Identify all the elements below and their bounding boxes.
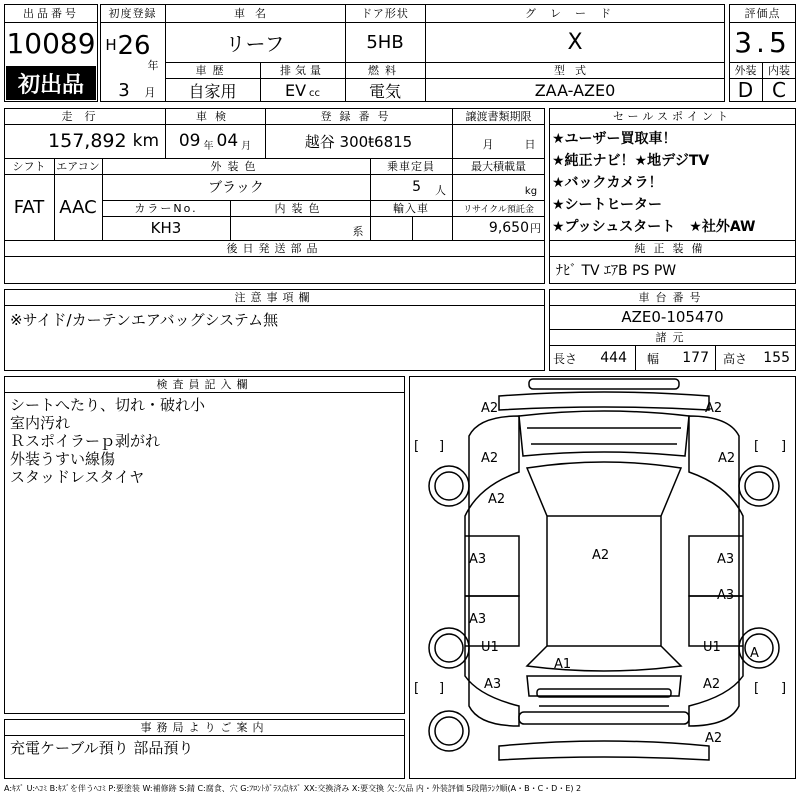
sales-point-3: ★バックカメラ！ xyxy=(552,175,663,191)
recycle-fee xyxy=(452,216,545,240)
shift: FAT xyxy=(13,196,45,218)
model-label: 型式 xyxy=(554,64,596,77)
deadline-day-unit: 日 xyxy=(524,138,536,151)
lot-number: 10089 xyxy=(6,26,96,60)
inspect-label: 車検 xyxy=(196,110,234,123)
mark-quarter-right: A2 xyxy=(703,677,721,692)
spec-label: 諸元 xyxy=(655,331,690,344)
mark-rear-bumper: A2 xyxy=(705,731,723,746)
mark-trunk: A1 xyxy=(554,657,572,672)
air-con: AAC xyxy=(59,196,97,218)
sales-point-4: ★シートヒーター xyxy=(552,197,662,213)
inspector-note-1: シートへたり、切れ・破れ小 xyxy=(10,396,206,414)
era-prefix: H xyxy=(105,36,117,54)
color-no-label: カラーNo. xyxy=(134,202,198,215)
svg-text:[: [ xyxy=(754,439,760,454)
equip-label: 純正装備 xyxy=(634,242,711,255)
capacity-value: 5 xyxy=(412,179,421,195)
mark-rear-door-left: A3 xyxy=(469,612,487,627)
later-parts-label: 後日発送部品 xyxy=(226,242,323,255)
len-label: 長さ xyxy=(553,351,578,366)
mileage xyxy=(4,124,165,158)
inspector-note-5: スタッドレスタイヤ xyxy=(10,468,145,486)
deadline-label: 譲渡書類期限 xyxy=(465,110,532,123)
exterior-color: ブラック xyxy=(208,180,264,196)
inspector-note-3: Ｒスポイラーｐ剥がれ xyxy=(10,432,161,450)
sales-point-1: ★ユーザー買取車！ xyxy=(552,131,677,147)
mark-hood: A2 xyxy=(488,492,506,507)
load-label: 最大積載量 xyxy=(471,160,526,173)
mileage-unit: km xyxy=(132,131,159,151)
chassis-label: 車台番号 xyxy=(638,291,707,304)
inspection-date xyxy=(165,124,265,158)
load-unit: kg xyxy=(524,185,538,197)
ext-label: 外装 xyxy=(734,64,757,77)
height xyxy=(715,345,796,371)
name-label: 車名 xyxy=(234,7,276,20)
inspector-note-4: 外装うすい線傷 xyxy=(10,450,116,468)
mark-fender-right: A2 xyxy=(718,451,736,466)
capacity xyxy=(370,174,452,200)
score-label: 評価点 xyxy=(744,7,781,20)
inspector-label: 検査員記入欄 xyxy=(156,378,253,391)
door-type: 5HB xyxy=(366,31,404,53)
office-text: 充電ケーブル預り 部品預り xyxy=(10,739,194,757)
caution-text: ※サイド/カーテンエアバッグシステム無 xyxy=(10,311,279,329)
ac-label: エアコン xyxy=(56,160,100,173)
history-label: 車歴 xyxy=(195,64,230,77)
fuel: 電気 xyxy=(368,81,401,101)
svg-text:[: [ xyxy=(754,681,760,696)
capacity-unit: 人 xyxy=(435,184,446,197)
mark-wheel-rr: A xyxy=(750,646,759,661)
svg-text:]: ] xyxy=(781,681,787,696)
recycle-unit: 円 xyxy=(530,222,541,235)
reg-year: 26 xyxy=(117,31,151,61)
equipment: ﾅﾋﾞ TV ｴｱB PS PW xyxy=(556,263,677,279)
len-value: 444 xyxy=(600,350,627,366)
mark-fender-left: A2 xyxy=(481,451,499,466)
month-unit: 月 xyxy=(144,86,156,99)
wid-label: 幅 xyxy=(647,351,660,366)
mark-sill-left: U1 xyxy=(481,640,499,655)
svg-text:]: ] xyxy=(781,439,787,454)
svg-text:[: [ xyxy=(414,439,420,454)
color-number: KH3 xyxy=(150,219,182,237)
disp-value: EV xyxy=(284,80,307,100)
plate-label: 登録番号 xyxy=(320,110,397,123)
shift-label: シフト xyxy=(12,160,46,173)
int-grade: C xyxy=(772,78,786,102)
door-label: ドア形状 xyxy=(361,7,409,20)
length xyxy=(549,345,635,371)
inspect-month: 04 xyxy=(216,131,239,151)
overall-score: 3.5 xyxy=(734,25,791,59)
svg-text:]: ] xyxy=(439,439,445,454)
capacity-label: 乗車定員 xyxy=(387,160,435,173)
svg-text:]: ] xyxy=(439,681,445,696)
recycle-value: 9,650 xyxy=(488,220,529,236)
inspect-year-unit: 年 xyxy=(203,140,214,152)
svg-text:[: [ xyxy=(414,681,420,696)
sales-point-2: ★純正ナビ！★地デジTV xyxy=(552,153,710,169)
recycle-label: リサイクル預託金 xyxy=(463,204,534,215)
grade: X xyxy=(567,29,583,55)
mileage-value: 157,892 xyxy=(48,130,127,152)
history: 自家用 xyxy=(188,81,237,101)
color-label: 外装色 xyxy=(210,160,262,173)
mark-sill-right: U1 xyxy=(703,640,721,655)
disp-unit: cc xyxy=(309,87,321,99)
office-label: 事務局よりご案内 xyxy=(140,721,269,734)
deadline-month-unit: 月 xyxy=(482,138,494,151)
int-label: 内装 xyxy=(768,64,790,77)
year-unit: 年 xyxy=(147,59,159,72)
reg-label: 初度登録 xyxy=(108,7,157,20)
sales-point-5: ★プッシュスタート ★社外AW xyxy=(552,219,756,235)
wid-value: 177 xyxy=(682,350,709,366)
inspect-year: 09 xyxy=(178,131,201,151)
inspect-month-unit: 月 xyxy=(241,140,252,152)
model-code: ZAA-AZE0 xyxy=(534,80,616,100)
reg-month: 3 xyxy=(118,80,130,100)
first-listing-badge: 初出品 xyxy=(6,66,96,100)
interior-color-unit: 系 xyxy=(352,225,364,238)
legend: A:ｷｽﾞ U:ﾍｺﾐ B:ｷｽﾞを伴うﾍｺﾐ P:要塗装 W:補修跡 S:錆 C:腐食、穴 G:ﾌﾛﾝﾄｶﾞﾗｽ点ｷｽﾞ XX:交換済み X:要交換 欠:欠品 内・外装評価 5段階ﾗﾝｸ順(A・B・C・D・E) 2 xyxy=(4,784,582,793)
plate-number: 越谷 300ŧ6815 xyxy=(304,132,413,151)
fuel-label: 燃料 xyxy=(368,64,402,77)
inspector-note-2: 室内汚れ xyxy=(10,414,71,432)
mark-front-right: A2 xyxy=(705,401,723,416)
mark-front-door-right: A3 xyxy=(717,552,735,567)
disp-label: 排気量 xyxy=(280,64,325,77)
mark-roof: A2 xyxy=(592,548,610,563)
mark-rear-door-right: A3 xyxy=(717,588,735,603)
displacement xyxy=(260,78,345,102)
mark-front-left: A2 xyxy=(481,401,499,416)
width xyxy=(635,345,715,371)
car-diagram xyxy=(409,376,796,779)
mileage-label: 走行 xyxy=(61,110,108,123)
chassis-number: AZE0-105470 xyxy=(621,308,724,326)
ext-grade: D xyxy=(737,78,754,102)
grade-label: グレード xyxy=(525,7,625,20)
lot-label: 出品番号 xyxy=(23,7,79,20)
hgt-value: 155 xyxy=(763,350,790,366)
mark-front-door-left: A3 xyxy=(469,552,487,567)
car-name: リーフ xyxy=(225,31,285,56)
import-label: 輸入車 xyxy=(393,202,429,215)
sales-label: セールスポイント xyxy=(612,110,732,123)
mark-quarter-left: A3 xyxy=(484,677,502,692)
interior-color-label: 内装色 xyxy=(274,202,326,215)
caution-label: 注意事項欄 xyxy=(234,291,315,304)
hgt-label: 高さ xyxy=(723,351,748,366)
